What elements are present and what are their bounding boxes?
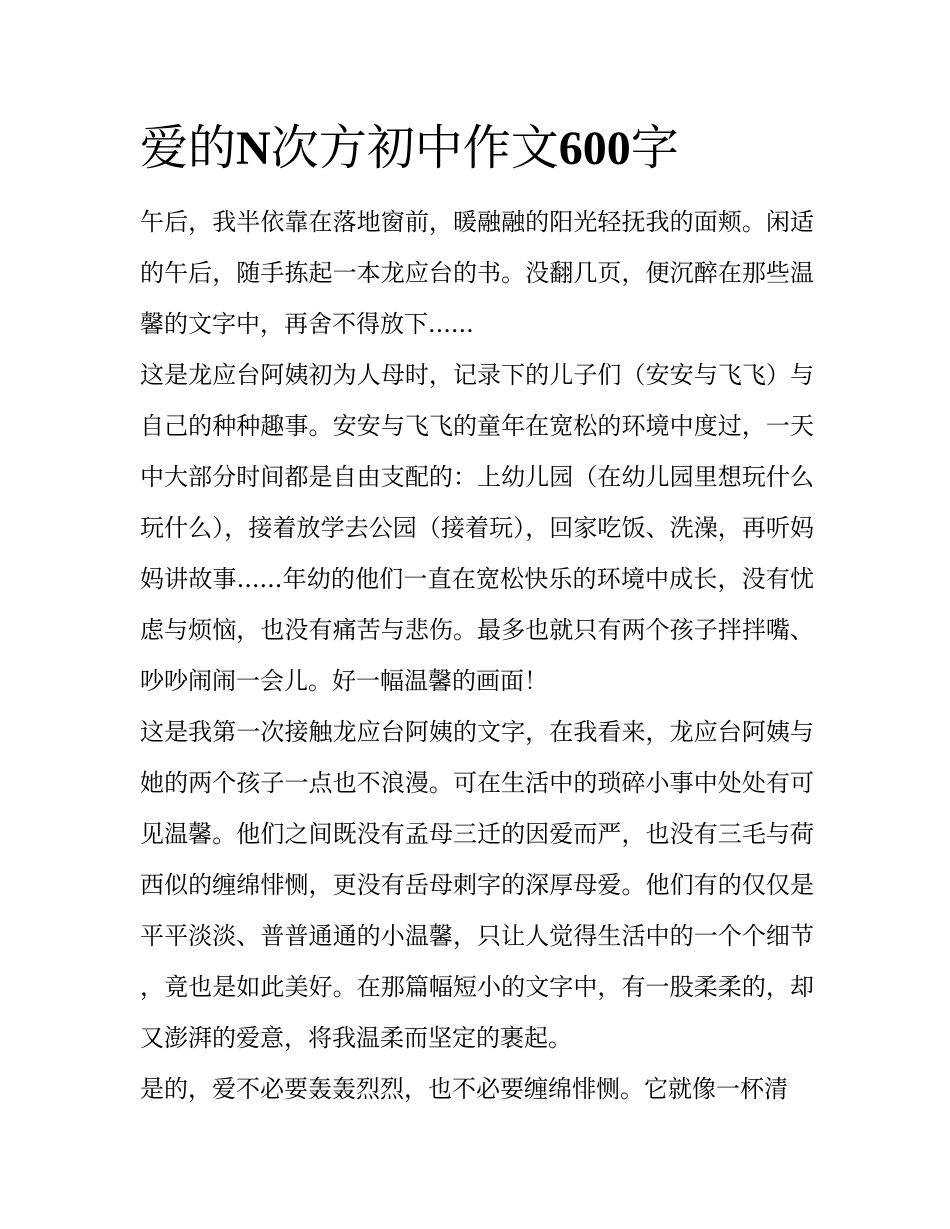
paragraph-2: 这是龙应台阿姨初为人母时，记录下的儿子们（安安与飞飞）与自己的种种趣事。安安与飞飞的童年在宽松的环境中度过，一天中大部分时间都是自由支配的：上幼儿园（在幼儿园里想玩什么玩什么），接着放学去公园（接着玩），回家吃饭、洗澡，再听妈妈讲故事......年幼的他们一直在宽松快乐的环境中成长，没有忧虑与烦恼，也没有痛苦与悲伤。最多也就只有两个孩子拌拌嘴、吵吵闹闹一会儿。好一幅温馨的画面！: [140, 361, 814, 695]
title-part-2: N: [236, 122, 271, 175]
paragraph-3: 这是我第一次接触龙应台阿姨的文字，在我看来，龙应台阿姨与她的两个孩子一点也不浪漫。可在生活中的琐碎小事中处处有可见温馨。他们之间既没有孟母三迁的因爱而严，也没有三毛与荷西似的缠绵悱恻，更没有岳母刺字的深厚母爱。他们有的仅仅是平平淡淡、普普通通的小温馨，只让人觉得生活中的一个个细节，竟也是如此美好。在那篇幅短小的文字中，有一股柔柔的，却又澎湃的爱意，将我温柔而坚定的裹起。: [140, 718, 814, 1052]
document-body: [140, 197, 814, 1115]
document-title: [140, 118, 860, 179]
title-part-1: 爱的: [140, 120, 237, 176]
paragraph-4: 是的，爱不必要轰轰烈烈，也不必要缠绵悱恻。它就像一杯清: [140, 1075, 788, 1103]
title-part-3: 次方初中作文: [270, 120, 559, 176]
title-part-5: 字: [630, 120, 679, 176]
paragraph-1: 午后，我半依靠在落地窗前，暖融融的阳光轻抚我的面颊。闲适的午后，随手拣起一本龙应台的书。没翻几页，便沉醉在那些温馨的文字中，再舍不得放下......: [140, 208, 814, 338]
title-part-4: 600: [558, 122, 631, 175]
